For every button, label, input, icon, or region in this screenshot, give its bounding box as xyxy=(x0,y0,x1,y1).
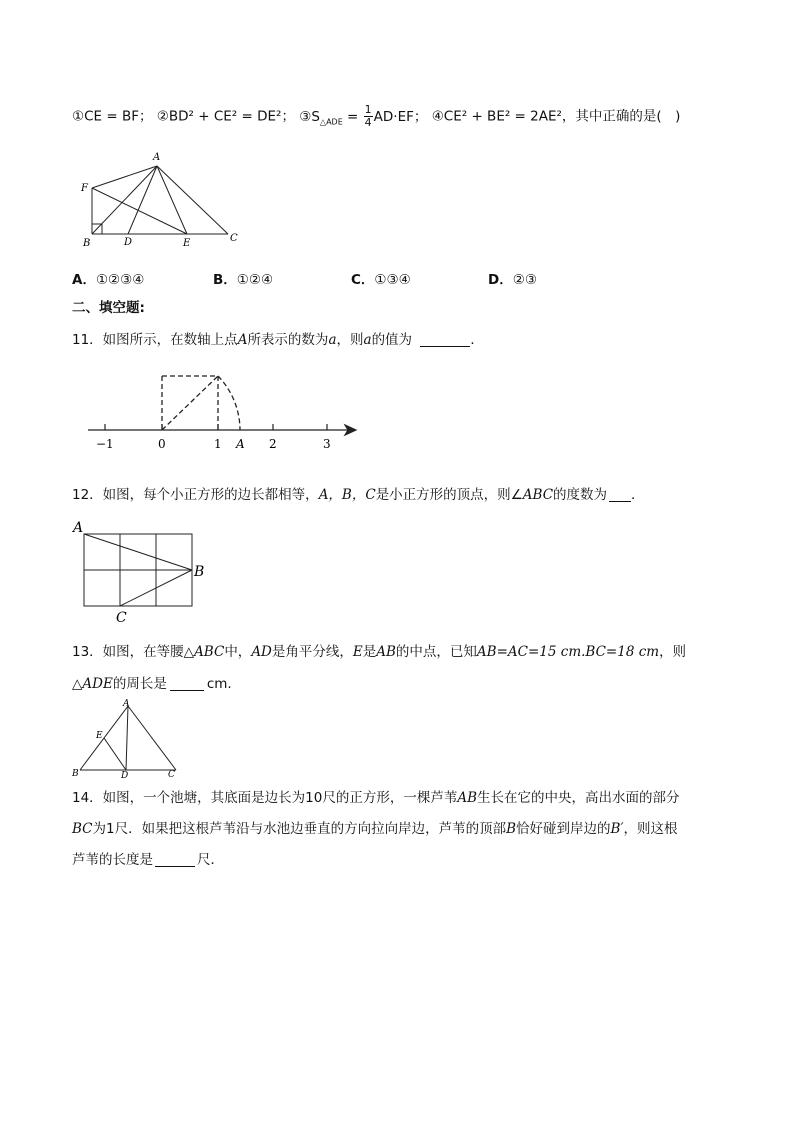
q12-label-a: A xyxy=(73,520,84,536)
tick-label-minus-1: −1 xyxy=(96,437,114,451)
q10-label-d: D xyxy=(124,237,133,248)
q10-statements xyxy=(72,104,680,132)
q10-statement-3: $③S_{\triangle ADE}$ = $\frac{1}{4}$ AD·EF； xyxy=(299,103,428,129)
q10-label-c: C xyxy=(230,233,238,244)
q10-statement-1: ①CE = BF； xyxy=(72,108,153,125)
tick-label-0: 0 xyxy=(158,437,166,451)
section-heading: 二、填空题: xyxy=(72,300,145,316)
number-line-figure xyxy=(86,368,366,458)
tick-label-1: 1 xyxy=(214,437,222,451)
q10-statement-4: ④CE² + BE² = 2AE²，其中正确的是( ) xyxy=(431,108,681,125)
q12-answer-blank[interactable] xyxy=(609,487,631,502)
q14-answer-blank[interactable] xyxy=(155,852,195,867)
q13-text-line2: △ADE的周长是 cm. xyxy=(72,676,232,692)
q14-text-line3: 芦苇的长度是 尺． xyxy=(72,852,224,868)
option-b[interactable]: B．①②④ xyxy=(213,272,274,288)
grid-figure xyxy=(70,516,220,628)
tick-label-3: 3 xyxy=(323,437,331,451)
q12-label-c: C xyxy=(116,610,127,626)
isosceles-triangle-figure xyxy=(68,698,188,784)
q10-figure xyxy=(76,148,246,248)
option-c[interactable]: C．①③④ xyxy=(351,272,411,288)
q13-label-d: D xyxy=(121,771,129,781)
q10-label-a: A xyxy=(153,152,161,163)
q10-statement-2: ②BD² + CE² = DE²； xyxy=(156,108,295,125)
point-label-a: A xyxy=(236,437,245,451)
q12-label-b: B xyxy=(194,564,205,580)
q13-answer-blank[interactable] xyxy=(170,676,204,691)
q11-answer-blank[interactable] xyxy=(420,332,470,347)
q10-label-b: B xyxy=(83,238,91,248)
fraction-one-quarter: $\frac{1}{4}$ xyxy=(364,103,372,129)
option-a[interactable]: A．①②③④ xyxy=(72,272,145,288)
q10-label-f: F xyxy=(81,183,88,194)
q11-text: 11．如图所示，在数轴上点A所表示的数为a，则a的值为 ． xyxy=(72,332,484,348)
option-d[interactable]: D．②③ xyxy=(488,272,537,288)
q14-text-line2: BC为1尺．如果把这根芦苇沿与水池边垂直的方向拉向岸边，芦苇的顶部B恰好碰到岸边的B′，则这根 xyxy=(72,821,678,837)
q13-label-b: B xyxy=(72,769,79,779)
q13-label-c: C xyxy=(168,770,175,780)
q13-label-a: A xyxy=(123,699,130,709)
q10-label-e: E xyxy=(183,238,191,248)
q12-text: 12．如图，每个小正方形的边长都相等，A，B，C是小正方形的顶点，则∠ABC的度数为 ． xyxy=(72,487,645,503)
q14-text-line1: 14．如图，一个池塘，其底面是边长为10尺的正方形，一棵芦苇AB生长在它的中央，高出水面的部分 xyxy=(72,790,680,806)
tick-label-2: 2 xyxy=(269,437,277,451)
q13-text-line1: 13．如图，在等腰△ABC中，AD是角平分线，E是AB的中点，已知AB=AC=15 cm.BC=18 cm，则 xyxy=(72,644,687,660)
q13-label-e: E xyxy=(96,731,103,741)
